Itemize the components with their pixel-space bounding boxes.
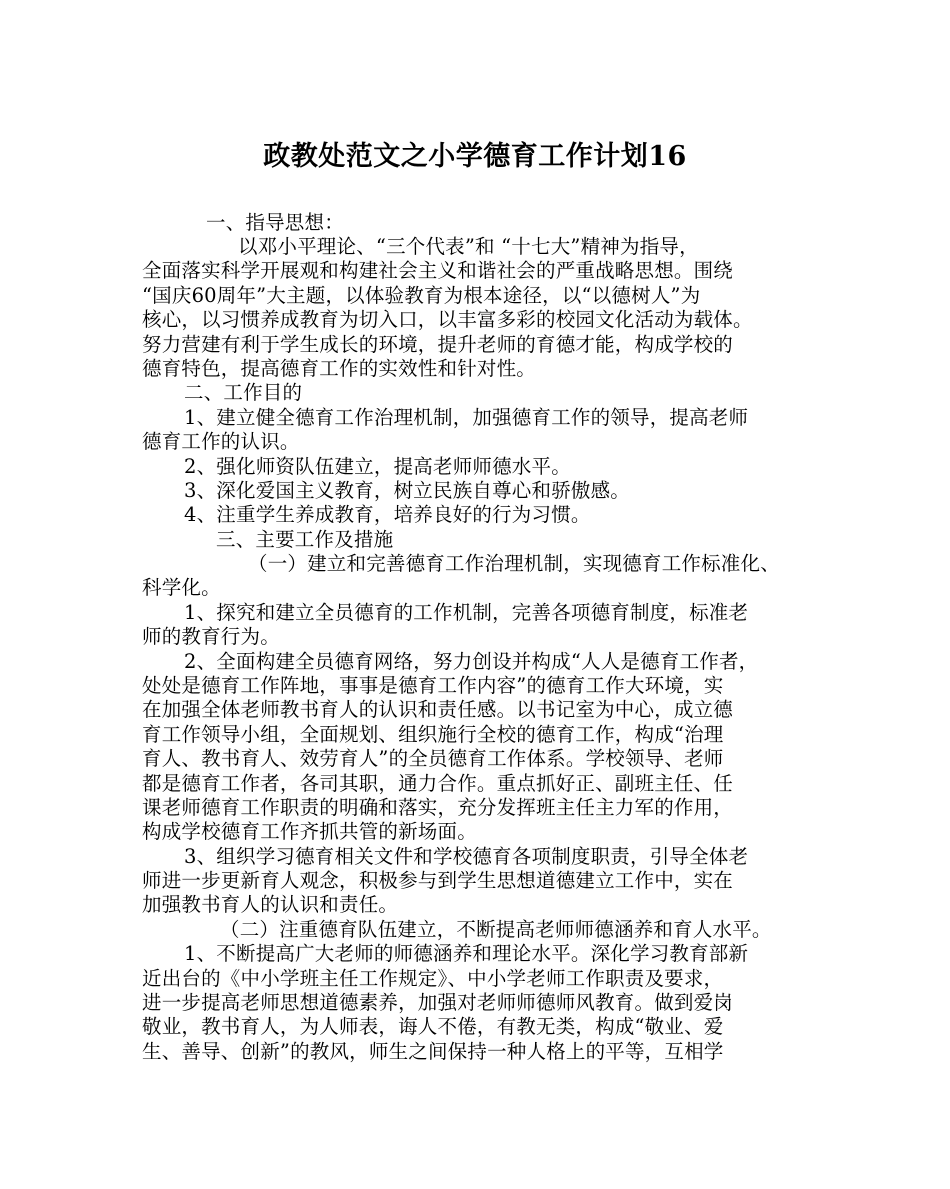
text-line: 1、不断提高广大老师的师德涵养和理论水平。深化学习教育部新 xyxy=(184,942,749,965)
text-line: 育工作领导小组，全面规划、组织施行全校的德育工作，构成“治理 xyxy=(142,723,724,746)
text-line: 核心，以习惯养成教育为切入口，以丰富多彩的校园文化活动为载体。 xyxy=(142,308,753,331)
text-line: 全面落实科学开展观和构建社会主义和谐社会的严重战略思想。围绕 xyxy=(142,259,734,282)
section-heading: 三、主要工作及措施 xyxy=(216,528,394,551)
text-line: 1、建立健全德育工作治理机制，加强德育工作的领导，提高老师 xyxy=(184,406,749,429)
text-line: 一、指导思想： xyxy=(206,211,344,234)
text-line: 课老师德育工作职责的明确和落实，充分发挥班主任主力军的作用， xyxy=(142,796,734,819)
text-line: 师进一步更新育人观念，积极参与到学生思想道德建立工作中，实在 xyxy=(142,869,734,892)
text-line: 以邓小平理论、“三个代表”和 “十七大”精神为指导， xyxy=(238,235,699,258)
subsection-heading: （二）注重德育队伍建立，不断提高老师师德涵养和育人水平。 xyxy=(220,918,772,941)
text-line: 处处是德育工作阵地，事事是德育工作内容”的德育工作大环境，实 xyxy=(142,674,724,697)
text-line: 努力营建有利于学生成长的环境，提升老师的育德才能，构成学校的 xyxy=(142,333,734,356)
text-line: 2、强化师资队伍建立，提高老师师德水平。 xyxy=(184,455,571,478)
text-line: 加强教书育人的认识和责任。 xyxy=(142,893,399,916)
text-line: 都是德育工作者，各司其职，通力合作。重点抓好正、副班主任、任 xyxy=(142,772,734,795)
text-line: 3、组织学习德育相关文件和学校德育各项制度职责，引导全体老 xyxy=(184,845,749,868)
text-line: 师的教育行为。 xyxy=(142,625,280,648)
text-line: 育人、教书育人、效劳育人”的全员德育工作体系。学校领导、老师 xyxy=(142,747,724,770)
text-line: 进一步提高老师思想道德素养，加强对老师师德师风教育。做到爱岗 xyxy=(142,991,734,1014)
text-line: 生、善导、创新”的教风，师生之间保持一种人格上的平等，互相学 xyxy=(142,1040,724,1063)
text-line: 德育特色，提高德育工作的实效性和针对性。 xyxy=(142,357,537,380)
text-line: 4、注重学生养成教育，培养良好的行为习惯。 xyxy=(184,503,591,526)
text-line: 德育工作的认识。 xyxy=(142,430,300,453)
text-line: 近出台的《中小学班主任工作规定》、中小学老师工作职责及要求， xyxy=(142,967,724,990)
text-line: “国庆60周年”大主题，以体验教育为根本途径，以“以德树人”为 xyxy=(142,284,701,307)
text-line: 敬业，教书育人，为人师表，诲人不倦，有教无类，构成“敬业、爱 xyxy=(142,1015,724,1038)
text-line: 构成学校德育工作齐抓共管的新场面。 xyxy=(142,820,477,843)
section-heading: 二、工作目的 xyxy=(184,381,303,404)
document-title: 政教处范文之小学德育工作计划16 xyxy=(263,141,687,172)
text-line: 1、探究和建立全员德育的工作机制，完善各项德育制度，标准老 xyxy=(184,601,749,624)
text-line: 在加强全体老师教书育人的认识和责任感。以书记室为中心，成立德 xyxy=(142,698,734,721)
text-line: 3、深化爱国主义教育，树立民族自尊心和骄傲感。 xyxy=(184,479,631,502)
text-line: 科学化。 xyxy=(142,576,221,599)
subsection-heading: （一）建立和完善德育工作治理机制，实现德育工作标准化、 xyxy=(248,552,780,575)
text-line: 2、全面构建全员德育网络，努力创设并构成“人人是德育工作者， xyxy=(184,650,759,673)
